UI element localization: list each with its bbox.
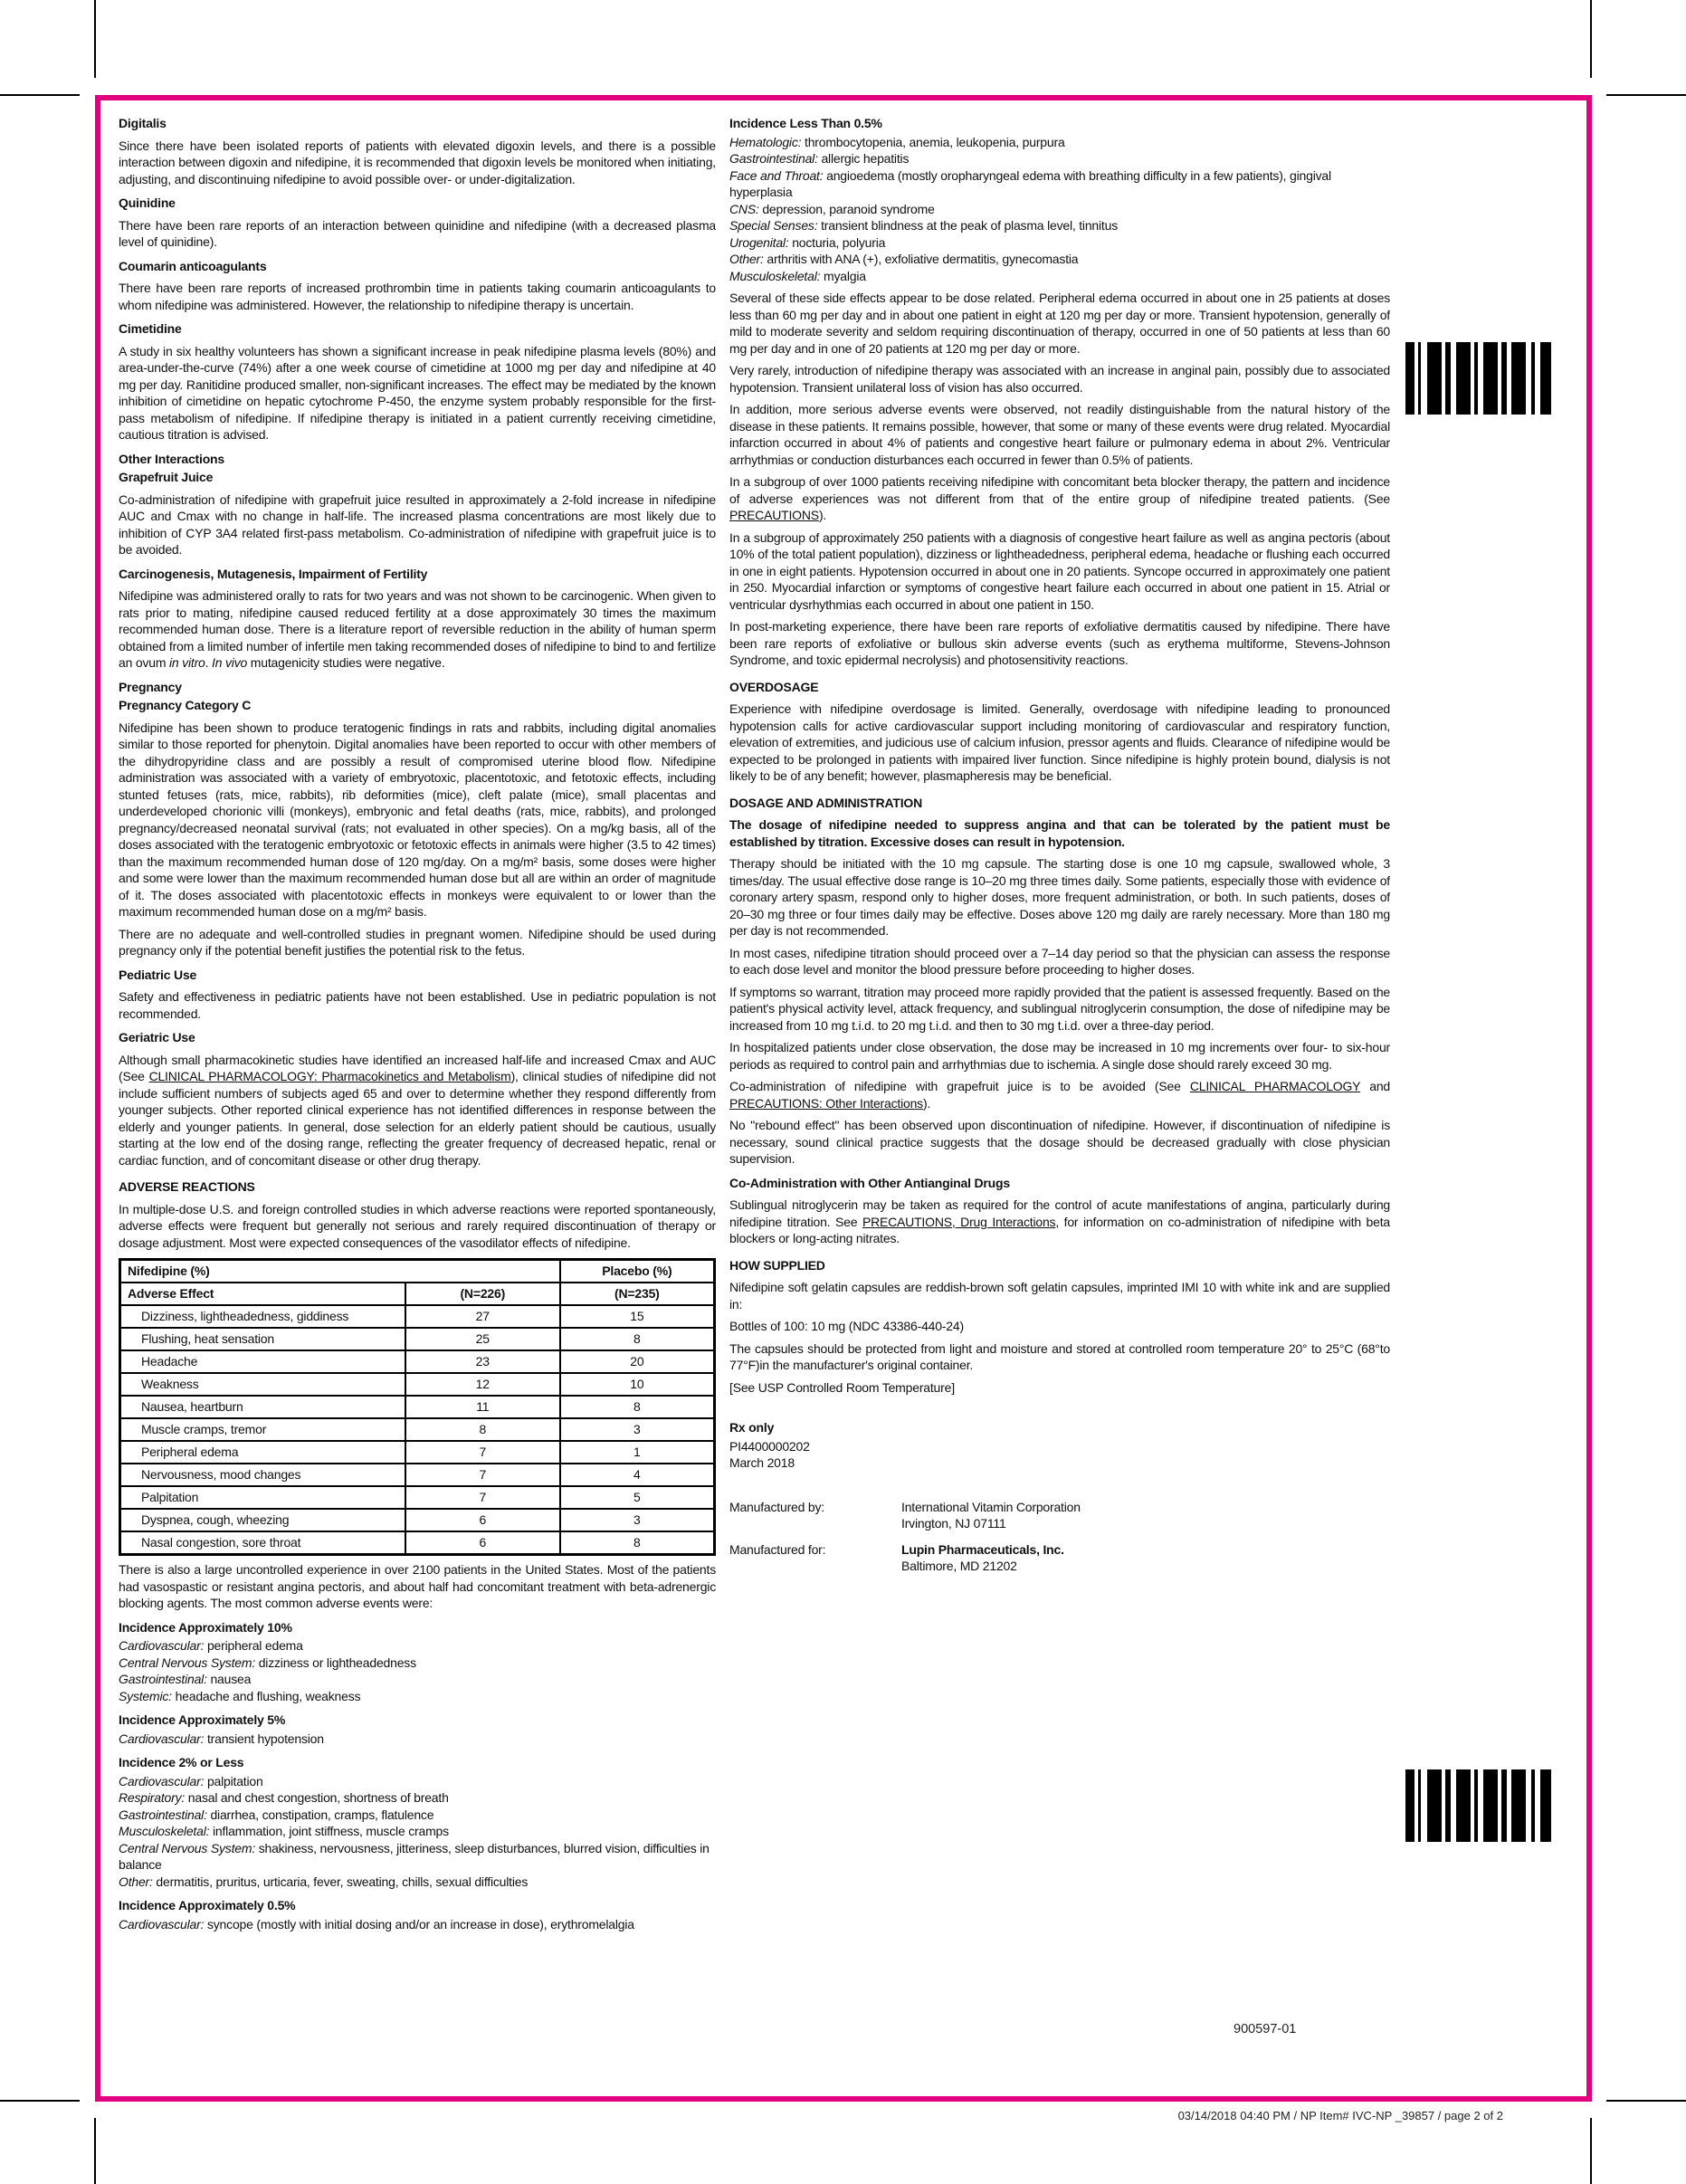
table-value-cell: 8 (560, 1531, 715, 1555)
crop-mark (0, 94, 80, 96)
barcode-bar (1418, 342, 1421, 415)
paragraph: There have been rare reports of an interaction between quinidine and nifedipine (with a decreased plasma level of quinidine). (119, 217, 716, 249)
barcode-bar (1474, 1769, 1478, 1842)
section-heading: HOW SUPPLIED (729, 1257, 825, 1273)
subsection-heading: Incidence Less Than 0.5% (729, 116, 882, 130)
subsection-heading: Digitalis (119, 116, 167, 130)
subsection-heading: Pregnancy Category C (119, 698, 252, 712)
manufacturer-row (729, 1499, 1390, 1532)
table-value-cell: 20 (560, 1350, 715, 1373)
styled-text: CNS: (729, 201, 759, 216)
paragraph: Very rarely, introduction of nifedipine therapy was associated with an increase in anginal pain, possibly due to associated hypotension. Transient unilateral loss of vision has also occurred. (729, 363, 1390, 395)
table-header-cell: (N=235) (560, 1283, 715, 1305)
cross-reference: PRECAUTIONS, Drug Interactions (862, 1214, 1056, 1229)
table-effect-cell: Dizziness, lightheadedness, giddiness (120, 1305, 405, 1328)
barcode-bar (1540, 1769, 1551, 1842)
part-number: 900597-01 (1234, 2022, 1297, 2036)
table-value-cell: 11 (405, 1396, 560, 1418)
styled-text: Gastrointestinal: (729, 151, 818, 166)
table-row (120, 1441, 715, 1464)
table-row (120, 1305, 715, 1328)
styled-text: Cardiovascular: (119, 1773, 205, 1788)
barcode-bar (1445, 342, 1451, 415)
paragraph: Therapy should be initiated with the 10 mg capsule. The starting dose is one 10 mg capsule, swallowed whole, 3 times/day. The usual effective dose range is 10–20 mg three times daily. Some patients, especially those with evidence of coronary artery spasm, respond only to higher doses, more frequent administration, or both. In such patients, doses of 20–30 mg three or four times daily may be effective. Doses above 120 mg daily are rarely necessary. More than 180 mg per day is not recommended. (729, 856, 1390, 938)
term-line: Central Nervous System: dizziness or lightheadedness (119, 1655, 416, 1670)
styled-text: In vivo (212, 655, 248, 670)
table-row (120, 1373, 715, 1396)
term-line: Musculoskeletal: inflammation, joint stiffness, muscle cramps (119, 1824, 449, 1838)
barcode-bar (1501, 1769, 1507, 1842)
table-effect-cell: Palpitation (120, 1486, 405, 1509)
table-row (120, 1464, 715, 1486)
manufacturer-value: International Vitamin Corporation Irvington, NJ 07111 (901, 1499, 1081, 1531)
table-effect-cell: Nervousness, mood changes (120, 1464, 405, 1486)
barcode-bar (1456, 1769, 1471, 1842)
subsection-heading: Pregnancy (119, 679, 182, 694)
paragraph: Safety and effectiveness in pediatric patients have not been established. Use in pediatric population is not recommended. (119, 989, 716, 1021)
manufacturer-value: Lupin Pharmaceuticals, Inc. Baltimore, MD 21202 (901, 1541, 1064, 1573)
barcode-bar (1405, 342, 1415, 415)
subsection-heading: Incidence Approximately 0.5% (119, 1898, 296, 1912)
term-line: Other: arthritis with ANA (+), exfoliative dermatitis, gynecomastia (729, 252, 1079, 266)
styled-text: Hematologic: (729, 134, 802, 149)
paragraph: The capsules should be protected from light and moisture and stored at controlled room temperature 20° to 25°C (68°to 77°F)in the manufacturer's original container. (729, 1340, 1390, 1372)
cross-reference: PRECAUTIONS: Other Interactions (729, 1095, 923, 1111)
paragraph: Sublingual nitroglycerin may be taken as required for the control of acute manifestations of angina, particularly during nifedipine titration. See PRECAUTIONS, Drug Interactions, for information on co-administration of nifedipine with beta blockers or long-acting nitrates. (729, 1197, 1390, 1245)
paragraph: In addition, more serious adverse events were observed, not readily distinguishable from the natural history of the disease in these patients. It remains possible, however, that some or many of these events were drug related. Myocardial infarction occurred in about 4% of patients and congestive heart failure or pulmonary edema in about 2%. Ventricular arrhythmias or conduction disturbances each occurred in fewer than 0.5% of patients. (729, 402, 1390, 467)
styled-text: Gastrointestinal: (119, 1672, 207, 1686)
styled-text: in vitro (169, 655, 205, 670)
table-value-cell: 8 (405, 1418, 560, 1441)
crop-mark (1606, 94, 1686, 96)
barcode (1405, 1769, 1551, 1842)
paragraph: Several of these side effects appear to be dose related. Peripheral edema occurred in about one in 25 patients at doses less than 60 mg per day and in about one patient in eight at 120 mg per day or more. Transient hypotension, generally of mild to moderate severity and seldom requiring discontinuation of therapy, occurred in one of 50 patients at less than 60 mg per day and in one of 20 patients at 120 mg per day or more. (729, 291, 1390, 356)
term-line: Hematologic: thrombocytopenia, anemia, leukopenia, purpura (729, 134, 1065, 149)
subsection-heading: Cimetidine (119, 321, 182, 336)
term-line: Cardiovascular: syncope (mostly with initial dosing and/or an increase in dose), erythromelalgia (119, 1916, 634, 1931)
adverse-reactions-table (119, 1258, 716, 1556)
paragraph: There have been rare reports of increased prothrombin time in patients taking coumarin anticoagulants to whom nifedipine was administered. However, the relationship to nifedipine therapy is uncertain. (119, 281, 716, 312)
print-footer: 03/14/2018 04:40 PM / NP Item# IVC-NP _39857 / page 2 of 2 (1177, 2109, 1503, 2122)
styled-text: Musculoskeletal: (119, 1824, 210, 1838)
styled-text: Central Nervous System: (119, 1840, 256, 1855)
barcode-bar (1511, 1769, 1526, 1842)
section-heading: ADVERSE REACTIONS (119, 1179, 255, 1194)
table-row (120, 1418, 715, 1441)
table-value-cell: 25 (405, 1328, 560, 1350)
text-line: PI4400000202 (729, 1438, 810, 1454)
crop-mark (94, 2118, 96, 2184)
table-value-cell: 8 (560, 1328, 715, 1350)
table-value-cell: 7 (405, 1441, 560, 1464)
paragraph: No "rebound effect" has been observed upon discontinuation of nifedipine. However, if discontinuation of nifedipine is necessary, sound clinical practice suggests that the dosage should be decreased gradually with close physician supervision. (729, 1118, 1390, 1166)
subsection-heading: Incidence Approximately 5% (119, 1712, 286, 1727)
paragraph: The dosage of nifedipine needed to suppress angina and that can be tolerated by the patient must be established by titration. Excessive doses can result in hypotension. (729, 817, 1390, 849)
table-row (120, 1486, 715, 1509)
table-effect-cell: Peripheral edema (120, 1441, 405, 1464)
styled-text: Central Nervous System: (119, 1655, 256, 1670)
subsection-heading: Co-Administration with Other Antianginal Drugs (729, 1175, 1010, 1190)
subsection-heading: Incidence 2% or Less (119, 1755, 244, 1769)
table-value-cell: 4 (560, 1464, 715, 1486)
barcode-bar (1501, 342, 1507, 415)
table-value-cell: 1 (560, 1441, 715, 1464)
paragraph: Since there have been isolated reports of patients with elevated digoxin levels, and there is a possible interaction between digoxin and nifedipine, it is recommended that digoxin levels be monitored when initiating, adjusting, and discontinuing nifedipine to avoid possible over- or under-digitalization. (119, 138, 716, 186)
table-value-cell: 10 (560, 1373, 715, 1396)
barcode (1405, 342, 1551, 415)
term-line: Cardiovascular: transient hypotension (119, 1731, 324, 1746)
paragraph: There is also a large uncontrolled experience in over 2100 patients in the United States. Most of the patients had vasospastic or resistant angina pectoris, and about half had concomitant treatment with beta-adrenergic blocking agents. The most common adverse events were: (119, 1562, 716, 1610)
styled-text: Cardiovascular: (119, 1916, 205, 1931)
subsection-heading: Grapefruit Juice (119, 470, 214, 484)
styled-text: Musculoskeletal: (729, 268, 821, 283)
table-effect-cell: Nasal congestion, sore throat (120, 1531, 405, 1555)
table-row (120, 1531, 715, 1555)
subsection-heading: Coumarin anticoagulants (119, 258, 267, 273)
term-line: Gastrointestinal: allergic hepatitis (729, 151, 910, 166)
barcode-bar (1405, 1769, 1415, 1842)
paragraph: Bottles of 100: 10 mg (NDC 43386-440-24) (729, 1319, 964, 1333)
table-value-cell: 7 (405, 1464, 560, 1486)
table-row (120, 1328, 715, 1350)
paragraph: A study in six healthy volunteers has shown a significant increase in peak nifedipine plasma levels (80%) and area-under-the-curve (74%) after a one week course of cimetidine at 1000 mg per day and nifedipine at 40 mg per day. Ranitidine produced smaller, non-significant increases. The effect may be mediated by the known inhibition of cimetidine on hepatic cytochrome P-450, the enzyme system probably responsible for the first-pass metabolism of nifedipine. If nifedipine therapy is initiated in a patient currently receiving cimetidine, cautious titration is advised. (119, 343, 716, 442)
table-effect-cell: Flushing, heat sensation (120, 1328, 405, 1350)
table-value-cell: 15 (560, 1305, 715, 1328)
table-header-cell: Adverse Effect (120, 1283, 405, 1305)
cross-reference: CLINICAL PHARMACOLOGY: Pharmacokinetics and Metabolism (148, 1069, 511, 1083)
table-header-cell: (N=226) (405, 1283, 560, 1305)
subsection-heading: Pediatric Use (119, 967, 197, 982)
table-value-cell: 8 (560, 1396, 715, 1418)
barcode-bar (1531, 1769, 1535, 1842)
paragraph: Although small pharmacokinetic studies have identified an increased half-life and increased Cmax and AUC (See CLINICAL PHARMACOLOGY: Pharmacokinetics and Metabolism), clinical studies of nifedipine did not include sufficient numbers of subjects aged 65 and over to determine whether they respond differently from younger subjects. Other reported clinical experience has not identified differences in response between the elderly and younger patients. In general, dose selection for an elderly patient should be cautious, usually starting at the low end of the dosing range, reflecting the greater frequency of decreased hepatic, renal or cardiac function, and of concomitant disease or other drug therapy. (119, 1052, 716, 1168)
term-line: Gastrointestinal: nausea (119, 1672, 252, 1686)
styled-text: Respiratory: (119, 1790, 186, 1805)
styled-text: Systemic: (119, 1688, 172, 1703)
crop-mark (1606, 2100, 1686, 2102)
styled-text: Gastrointestinal: (119, 1807, 207, 1822)
manufacturer-label: Manufactured for: (729, 1541, 826, 1557)
table-value-cell: 3 (560, 1418, 715, 1441)
term-line: Cardiovascular: peripheral edema (119, 1638, 303, 1653)
barcode-bar (1540, 342, 1551, 415)
table-effect-cell: Muscle cramps, tremor (120, 1418, 405, 1441)
section-heading: DOSAGE AND ADMINISTRATION (729, 795, 923, 810)
barcode-bar (1531, 342, 1535, 415)
term-line: CNS: depression, paranoid syndrome (729, 201, 935, 216)
barcode-bar (1427, 342, 1442, 415)
table-value-cell: 27 (405, 1305, 560, 1328)
paragraph: In post-marketing experience, there have been rare reports of exfoliative dermatitis caused by nifedipine. There have been rare reports of exfoliative or bullous skin adverse events (such as erythema multiforme, Stevens-Johnson Syndrome, and toxic epidermal necrolysis) and photosensitivity reactions. (729, 619, 1390, 667)
term-line: Other: dermatitis, pruritus, urticaria, fever, sweating, chills, sexual difficulties (119, 1874, 529, 1889)
table-value-cell: 6 (405, 1509, 560, 1531)
barcode-bar (1427, 1769, 1442, 1842)
barcode-bar (1456, 342, 1471, 415)
paragraph: Nifedipine soft gelatin capsules are reddish-brown soft gelatin capsules, imprinted IMI 10 with white ink and are supplied in: (729, 1280, 1390, 1311)
styled-text: Other: (119, 1874, 153, 1889)
paragraph: Experience with nifedipine overdosage is limited. Generally, overdosage with nifedipine leading to pronounced hypotension calls for active cardiovascular support including monitoring of cardiovascular and respiratory function, elevation of extremities, and judicious use of calcium infusion, pressor agents and fluids. Clearance of nifedipine would be expected to be prolonged in patients with impaired liver function. Since nifedipine is highly protein bound, dialysis is not likely to be of any benefit; however, plasmapheresis may be beneficial. (729, 701, 1390, 783)
table-value-cell: 3 (560, 1509, 715, 1531)
paragraph: In a subgroup of approximately 250 patients with a diagnosis of congestive heart failure as well as angina pectoris (about 10% of the total patient population), dizziness or lightheadedness, peripheral edema, headache or flushing each occurred in one in eight patients. Hypotension occurred in about one in 20 patients. Syncope occurred in approximately one patient in 250. Myocardial infarction or symptoms of congestive heart failure each occurred in about one patient in 15. Atrial or ventricular dysrhythmias each occurred in about one patient in 150. (729, 529, 1390, 612)
cross-reference: PRECAUTIONS (729, 508, 819, 522)
table-effect-cell: Dyspnea, cough, wheezing (120, 1509, 405, 1531)
subsection-heading: Other Interactions (119, 451, 224, 466)
subsection-heading: Quinidine (119, 196, 176, 210)
table-value-cell: 5 (560, 1486, 715, 1509)
table-effect-cell: Nausea, heartburn (120, 1396, 405, 1418)
table-header-cell: Placebo (%) (560, 1260, 715, 1283)
subsection-heading: Geriatric Use (119, 1030, 195, 1044)
paragraph: If symptoms so warrant, titration may proceed more rapidly provided that the patient is assessed frequently. Based on the patient's physical activity level, attack frequency, and sublingual nitroglycerin consumption, the dose of nifedipine may be increased from 10 mg t.i.d. to 20 mg t.i.d. and then to 30 mg t.i.d. over a three-day period. (729, 984, 1390, 1033)
crop-mark (1590, 0, 1592, 78)
styled-text: Urogenital: (729, 234, 789, 250)
term-line: Respiratory: nasal and chest congestion, shortness of breath (119, 1790, 449, 1805)
barcode-bar (1418, 1769, 1421, 1842)
paragraph: Co-administration of nifedipine with grapefruit juice resulted in approximately a 2-fold increase in nifedipine AUC and Cmax with no change in half-life. The increased plasma concentrations are most likely due to inhibition of CYP 3A4 related first-pass metabolism. Co-administration of nifedipine with grapefruit juice is to be avoided. (119, 491, 716, 557)
table-row (120, 1350, 715, 1373)
table-header-cell: Nifedipine (%) (120, 1260, 560, 1283)
table-row (120, 1509, 715, 1531)
paragraph: Co-administration of nifedipine with grapefruit juice is to be avoided (See CLINICAL PHARMACOLOGY and PRECAUTIONS: Other Interactions). (729, 1079, 1390, 1111)
paragraph: In hospitalized patients under close observation, the dose may be increased in 10 mg increments over four- to six-hour periods as required to control pain and arrhythmias due to ischemia. A single dose should rarely exceed 30 mg. (729, 1040, 1390, 1072)
term-line: Face and Throat: angioedema (mostly oropharyngeal edema with breathing difficulty in a few patients), gingival hyperplasia (729, 167, 1331, 199)
barcode-bar (1483, 342, 1498, 415)
barcode-bar (1474, 342, 1478, 415)
term-line: Urogenital: nocturia, polyuria (729, 234, 886, 250)
barcode-bar (1445, 1769, 1451, 1842)
styled-text: Cardiovascular: (119, 1638, 205, 1653)
styled-text: Special Senses: (729, 218, 818, 233)
term-line: Gastrointestinal: diarrhea, constipation, cramps, flatulence (119, 1807, 434, 1822)
term-line: Special Senses: transient blindness at the peak of plasma level, tinnitus (729, 218, 1119, 233)
paragraph: In most cases, nifedipine titration should proceed over a 7–14 day period so that the physician can assess the response to each dose level and monitor the blood pressure before proceeding to higher doses. (729, 945, 1390, 977)
manufacturer-row (729, 1541, 1390, 1575)
term-line: Musculoskeletal: myalgia (729, 268, 866, 283)
manufacturer-label: Manufactured by: (729, 1499, 824, 1514)
section-heading: OVERDOSAGE (729, 679, 819, 694)
paragraph: There are no adequate and well-controlled studies in pregnant women. Nifedipine should be used during pregnancy only if the potential benefit justifies the potential risk to the fetus. (119, 926, 716, 958)
left-column (119, 115, 716, 1932)
table-value-cell: 6 (405, 1531, 560, 1555)
table-value-cell: 23 (405, 1350, 560, 1373)
subsection-heading: Incidence Approximately 10% (119, 1619, 292, 1635)
crop-mark (0, 2100, 80, 2102)
table-value-cell: 7 (405, 1486, 560, 1509)
styled-text: Face and Throat: (729, 167, 824, 183)
text-line: March 2018 (729, 1455, 795, 1470)
table-row (120, 1396, 715, 1418)
paragraph: Nifedipine has been shown to produce teratogenic findings in rats and rabbits, including digital anomalies similar to those reported for phenytoin. Digital anomalies have been reported to occur with other members of the dihydropyridine class and are possibly a result of compromised uterine blood flow. Nifedipine administration was associated with a variety of embryotoxic, placentotoxic, and fetotoxic effects, including stunted fetuses (rats, mice, rabbits), rib deformities (mice), cleft palate (mice), small placentas and underdeveloped chorionic villi (monkeys), embryonic and fetal deaths (rats, mice, rabbits), and prolonged pregnancy/decreased neonatal survival (rats; not evaluated in other species). On a mg/kg basis, all of the doses associated with the teratogenic embryotoxic or fetotoxic effects in animals were higher (3.5 to 42 times) than the maximum recommended human dose of 120 mg/day. On a mg/m² basis, some doses were higher and some were lower than the maximum recommended human dose but all are within an order of magnitude of it. The doses associated with placentotoxic effects in monkeys were equivalent to or lower than the maximum recommended human dose on a mg/m² basis. (119, 720, 716, 919)
table-effect-cell: Weakness (120, 1373, 405, 1396)
styled-text: Other: (729, 252, 764, 266)
paragraph: Nifedipine was administered orally to rats for two years and was not shown to be carcinogenic. When given to rats prior to mating, nifedipine caused reduced fertility at a dose approximately 30 times the maximum recommended human dose. There is a literature report of reversible reduction in the ability of human sperm obtained from a limited number of infertile men taking recommended doses of nifedipine to bind to and fertilize an ovum in vitro. In vivo mutagenicity studies were negative. (119, 588, 716, 670)
crop-mark (94, 0, 96, 78)
subsection-heading: Rx only (729, 1420, 775, 1435)
barcode-bar (1511, 342, 1526, 415)
table-value-cell: 12 (405, 1373, 560, 1396)
right-column (729, 115, 1390, 1575)
text-line: [See USP Controlled Room Temperature] (729, 1379, 955, 1395)
barcode-bar (1483, 1769, 1498, 1842)
crop-mark (1590, 2118, 1592, 2184)
paragraph: In multiple-dose U.S. and foreign controlled studies in which adverse reactions were reported spontaneously, adverse effects were frequent but generally not serious and rarely required discontinuation of therapy or dosage adjustment. Most were expected consequences of the vasodilator effects of nifedipine. (119, 1201, 716, 1250)
cross-reference: CLINICAL PHARMACOLOGY (1189, 1079, 1361, 1093)
term-line: Systemic: headache and flushing, weakness (119, 1688, 361, 1703)
styled-text: Cardiovascular: (119, 1731, 205, 1746)
subsection-heading: Carcinogenesis, Mutagenesis, Impairment of Fertility (119, 566, 428, 581)
term-line: Cardiovascular: palpitation (119, 1773, 263, 1788)
term-line: Central Nervous System: shakiness, nervousness, jitteriness, sleep disturbances, blurred vision, difficulties in balance (119, 1840, 710, 1872)
paragraph: In a subgroup of over 1000 patients receiving nifedipine with concomitant beta blocker therapy, the pattern and incidence of adverse experiences was not different from that of the entire group of nifedipine treated patients. (See PRECAUTIONS). (729, 474, 1390, 522)
table-effect-cell: Headache (120, 1350, 405, 1373)
